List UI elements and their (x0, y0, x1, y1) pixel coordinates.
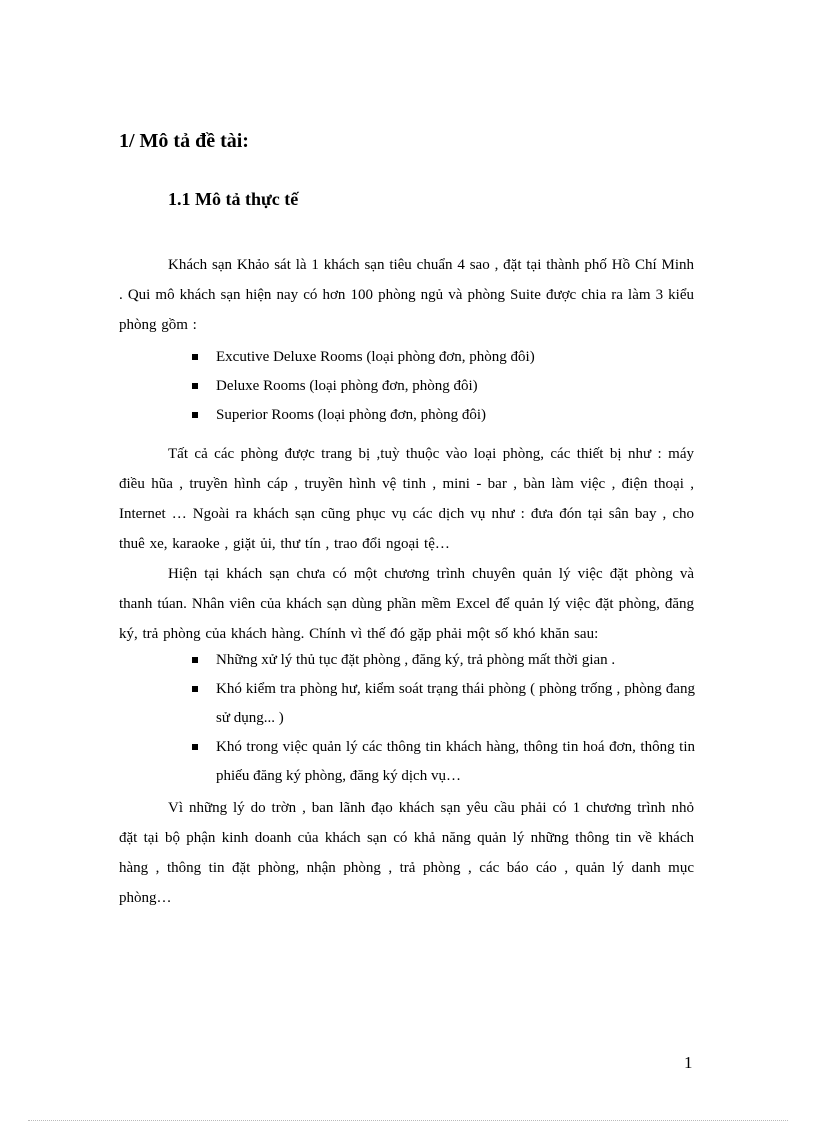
list-item-text: Excutive Deluxe Rooms (loại phòng đơn, phòng đôi) (216, 349, 535, 365)
list-item-text: Khó kiểm tra phòng hư, kiểm soát trạng thái phòng ( phòng trống , phòng đang sử dụng... ) (216, 681, 695, 726)
current-situation-paragraph: Hiện tại khách sạn chưa có một chương trình chuyên quản lý việc đặt phòng và thanh túan. Nhân viên của khách sạn dùng phần mềm Excel để quản lý việc đặt phòng, đăng ký, trả phòng của khách hàng. Chính vì thế đó gặp phải một số khó khăn sau: (119, 566, 694, 642)
list-item-text: Khó trong việc quản lý các thông tin khách hàng, thông tin hoá đơn, thông tin phiếu đăng ký phòng, đăng ký dịch vụ… (216, 739, 695, 784)
requirements-paragraph: Vì những lý do trờn , ban lãnh đạo khách sạn yêu cầu phải có 1 chương trình nhỏ đặt tại bộ phận kinh doanh của khách sạn có khả năng quản lý những thông tin về khách hàng , thông tin đặt phòng, nhận phòng , trả phòng , các báo cáo , quản lý danh mục phòng… (119, 800, 694, 906)
list-item (190, 646, 695, 675)
square-bullet-icon (192, 744, 198, 750)
list-item (190, 733, 695, 791)
amenities-paragraph: Tất cả các phòng được trang bị ,tuỳ thuộc vào loại phòng, các thiết bị như : máy điều hũa , truyền hình cáp , truyền hình vệ tinh , mini - bar , bàn làm việc , điện thoại , Internet … Ngoài ra khách sạn cũng phục vụ các dịch vụ như : đưa đón tại sân bay , cho thuê xe, karaoke , giặt ủi, thư tín , trao đổi ngoại tệ… (119, 446, 694, 552)
list-item (190, 401, 695, 430)
room-type-list (190, 343, 695, 430)
page-bottom-divider (28, 1120, 788, 1121)
list-item (190, 343, 695, 372)
square-bullet-icon (192, 383, 198, 389)
problem-list (190, 646, 695, 791)
square-bullet-icon (192, 686, 198, 692)
list-item-text: Những xử lý thủ tục đặt phòng , đăng ký, trả phòng mất thời gian . (216, 652, 616, 668)
subsection-heading: 1.1 Mô tả thực tế (168, 189, 299, 209)
square-bullet-icon (192, 354, 198, 360)
list-item (190, 372, 695, 401)
intro-paragraph: Khách sạn Khảo sát là 1 khách sạn tiêu chuẩn 4 sao , đặt tại thành phố Hồ Chí Minh . Qui mô khách sạn hiện nay có hơn 100 phòng ngủ và phòng Suite được chia ra làm 3 kiểu phòng gồm : (119, 257, 694, 333)
square-bullet-icon (192, 657, 198, 663)
section-heading: 1/ Mô tả đề tài: (119, 130, 249, 152)
page-number: 1 (684, 1053, 693, 1072)
list-item-text: Superior Rooms (loại phòng đơn, phòng đôi) (216, 407, 486, 423)
list-item-text: Deluxe Rooms (loại phòng đơn, phòng đôi) (216, 378, 478, 394)
square-bullet-icon (192, 412, 198, 418)
list-item (190, 675, 695, 733)
